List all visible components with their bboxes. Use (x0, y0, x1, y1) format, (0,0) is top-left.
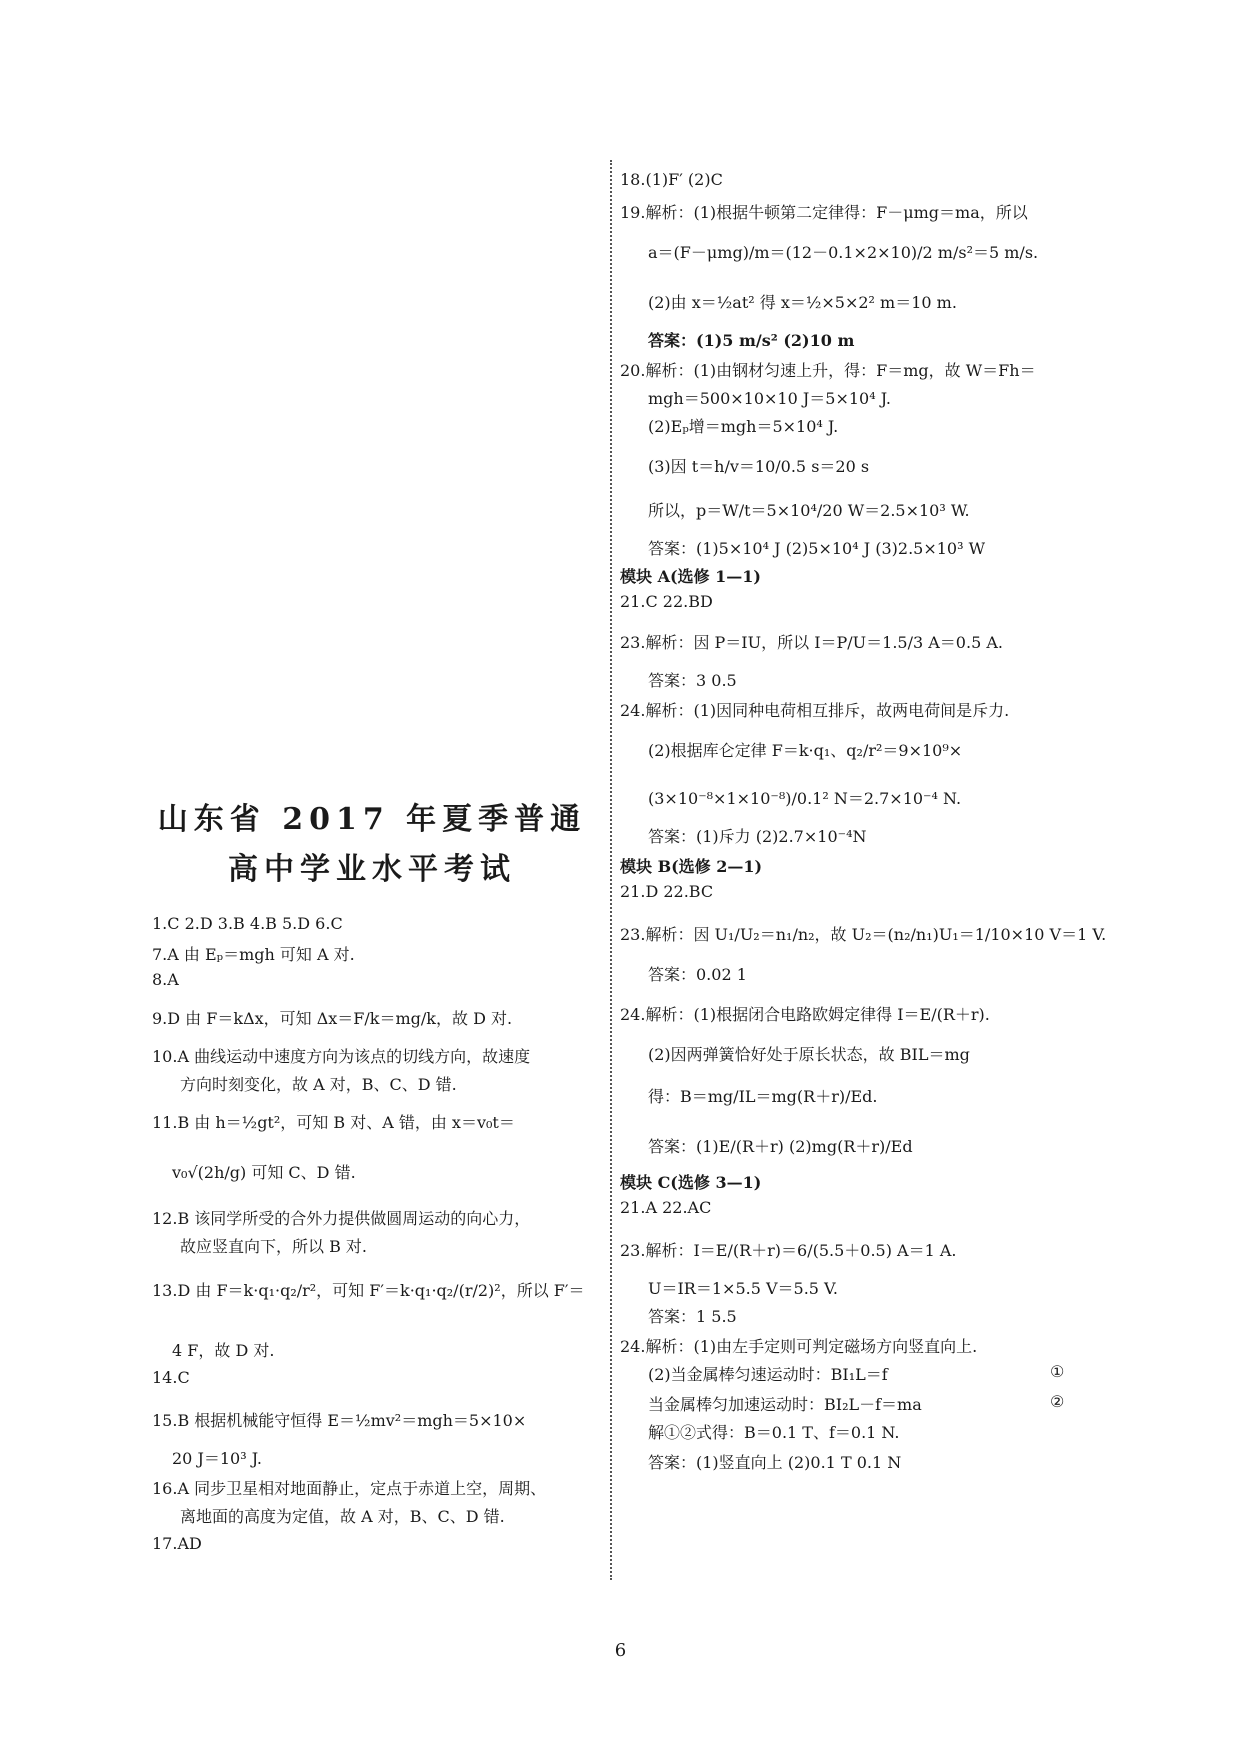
answer-line: 得：B＝mg/IL＝mg(R＋r)/Ed. (648, 1087, 878, 1106)
answer-line: 8.A (152, 970, 179, 989)
answer-line: 答案：(1)E/(R＋r) (2)mg(R＋r)/Ed (648, 1137, 913, 1156)
answer-line: U＝IR＝1×5.5 V＝5.5 V. (648, 1279, 838, 1298)
answer-line: 21.D 22.BC (620, 882, 714, 901)
answer-line: 14.C (152, 1368, 190, 1387)
answer-line: 21.A 22.AC (620, 1198, 712, 1217)
answer-line: 10.A 曲线运动中速度方向为该点的切线方向，故速度 (152, 1047, 531, 1066)
answer-line: 24.解析：(1)由左手定则可判定磁场方向竖直向上. (620, 1337, 978, 1356)
answer-line: 1.C 2.D 3.B 4.B 5.D 6.C (152, 914, 343, 933)
answer-line: (2)根据库仑定律 F＝k·q₁、q₂/r²＝9×10⁹× (648, 741, 963, 760)
answer-line: 答案：(1)5 m/s² (2)10 m (648, 331, 855, 350)
answer-line: mgh＝500×10×10 J＝5×10⁴ J. (648, 389, 891, 408)
module-heading: 模块 A(选修 1—1) (620, 567, 761, 586)
answer-line: 所以，p＝W/t＝5×10⁴/20 W＝2.5×10³ W. (648, 501, 970, 520)
answer-line: 19.解析：(1)根据牛顿第二定律得：F－μmg＝ma，所以 (620, 203, 1028, 222)
title-line-2: 高中学业水平考试 (228, 852, 516, 887)
equation-number: ② (1050, 1392, 1065, 1411)
answer-line: 答案：(1)5×10⁴ J (2)5×10⁴ J (3)2.5×10³ W (648, 539, 986, 558)
module-heading: 模块 C(选修 3—1) (620, 1173, 762, 1192)
equation-number: ① (1050, 1362, 1065, 1381)
answer-line: 答案：1 5.5 (648, 1307, 737, 1326)
answer-line: (2)当金属棒匀速运动时：BI₁L＝f (648, 1365, 888, 1384)
answer-line: 23.解析：因 P＝IU，所以 I＝P/U＝1.5/3 A＝0.5 A. (620, 633, 1003, 652)
page-number: 6 (614, 1640, 627, 1661)
answer-line: 12.B 该同学所受的合外力提供做圆周运动的向心力， (152, 1209, 531, 1228)
answer-line: 16.A 同步卫星相对地面静止，定点于赤道上空，周期、 (152, 1479, 547, 1498)
module-heading: 模块 B(选修 2—1) (620, 857, 763, 876)
answer-line: 23.解析：I＝E/(R＋r)＝6/(5.5＋0.5) A＝1 A. (620, 1241, 957, 1260)
answer-line: 15.B 根据机械能守恒得 E＝½mv²＝mgh＝5×10× (152, 1411, 527, 1430)
answer-line: 21.C 22.BD (620, 592, 713, 611)
answer-line: (2)Eₚ增＝mgh＝5×10⁴ J. (648, 417, 839, 436)
answer-line: 24.解析：(1)因同种电荷相互排斥，故两电荷间是斥力. (620, 701, 1010, 720)
column-divider (610, 160, 612, 1580)
answer-line: 18.(1)F′ (2)C (620, 170, 723, 189)
answer-line: 17.AD (152, 1534, 202, 1553)
answer-line: a＝(F－μmg)/m＝(12－0.1×2×10)/2 m/s²＝5 m/s. (648, 243, 1039, 262)
answer-line: 20 J＝10³ J. (172, 1449, 262, 1468)
answer-line: (2)因两弹簧恰好处于原长状态，故 BIL＝mg (648, 1045, 970, 1064)
answer-line: 7.A 由 Eₚ＝mgh 可知 A 对. (152, 945, 355, 964)
answer-line: 解①②式得：B＝0.1 T、f＝0.1 N. (648, 1423, 900, 1442)
answer-line: 故应竖直向下，所以 B 对. (180, 1237, 368, 1256)
answer-line: 23.解析：因 U₁/U₂＝n₁/n₂，故 U₂＝(n₂/n₁)U₁＝1/10×10 V＝1 V. (620, 925, 1107, 944)
answer-line: 13.D 由 F＝k·q₁·q₂/r²，可知 F′＝k·q₁·q₂/(r/2)²，所以 F′＝ (152, 1281, 585, 1300)
answer-line: 离地面的高度为定值，故 A 对，B、C、D 错. (180, 1507, 505, 1526)
title-line-1: 山东省 2017 年夏季普通 (157, 802, 587, 837)
answer-line: (3)因 t＝h/v＝10/0.5 s＝20 s (648, 457, 870, 476)
answer-line: 答案：(1)竖直向上 (2)0.1 T 0.1 N (648, 1453, 902, 1472)
answer-line: v₀√(2h/g) 可知 C、D 错. (172, 1163, 356, 1182)
answer-line: 当金属棒匀加速运动时：BI₂L－f＝ma (648, 1395, 922, 1414)
answer-line: 20.解析：(1)由钢材匀速上升，得：F＝mg，故 W＝Fh＝ (620, 361, 1036, 380)
answer-line: 答案：0.02 1 (648, 965, 747, 984)
answer-line: 答案：(1)斥力 (2)2.7×10⁻⁴N (648, 827, 867, 846)
answer-line: 4 F，故 D 对. (172, 1341, 275, 1360)
answer-line: (2)由 x＝½at² 得 x＝½×5×2² m＝10 m. (648, 293, 957, 312)
answer-line: 9.D 由 F＝kΔx，可知 Δx＝F/k＝mg/k，故 D 对. (152, 1009, 513, 1028)
answer-line: 11.B 由 h＝½gt²，可知 B 对、A 错，由 x＝v₀t＝ (152, 1113, 515, 1132)
answer-line: (3×10⁻⁸×1×10⁻⁸)/0.1² N＝2.7×10⁻⁴ N. (648, 789, 962, 808)
answer-line: 方向时刻变化，故 A 对，B、C、D 错. (180, 1075, 457, 1094)
answer-line: 24.解析：(1)根据闭合电路欧姆定律得 I＝E/(R＋r). (620, 1005, 990, 1024)
answer-line: 答案：3 0.5 (648, 671, 737, 690)
section-title (152, 800, 592, 890)
